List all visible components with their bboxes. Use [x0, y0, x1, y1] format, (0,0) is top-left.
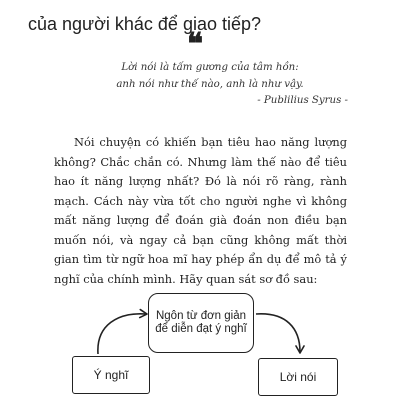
epigraph-line-2: anh nói như thế nào, anh là như vậy. [116, 78, 304, 90]
diagram-box-speech: Lời nói [258, 358, 338, 396]
quote-mark-icon: ❝ [187, 27, 204, 62]
diagram-box-thought: Ý nghĩ [72, 356, 150, 394]
body-paragraph: Nói chuyện có khiến bạn tiêu hao năng lượng không? Chắc chắn có. Nhưng làm thế nào để tiêu hao ít năng lượng nhất? Đó là nói rõ ràng, rành mạch. Cách này vừa tốt cho người nghe vì không mất năng lượng để đoán già đoán non điều bạn muốn nói, và ngay cả bạn cũng không mất thời gian tìm từ ngữ hoa mĩ hay phép ẩn dụ để mô tả ý nghĩ của chính mình. Hãy quan sát sơ đồ sau: [54, 135, 347, 286]
arrow-left-to-center [98, 314, 146, 354]
diagram-box-simple-words: Ngôn từ đơn giản để diễn đạt ý nghĩ [148, 293, 254, 353]
heading-line-2: của người khác để giao tiếp? [28, 14, 262, 34]
epigraph-line-1: Lời nói là tấm gương của tâm hồn: [121, 62, 299, 73]
arrow-center-to-right [256, 314, 300, 352]
epigraph-author: - Publilius Syrus - [257, 95, 348, 106]
